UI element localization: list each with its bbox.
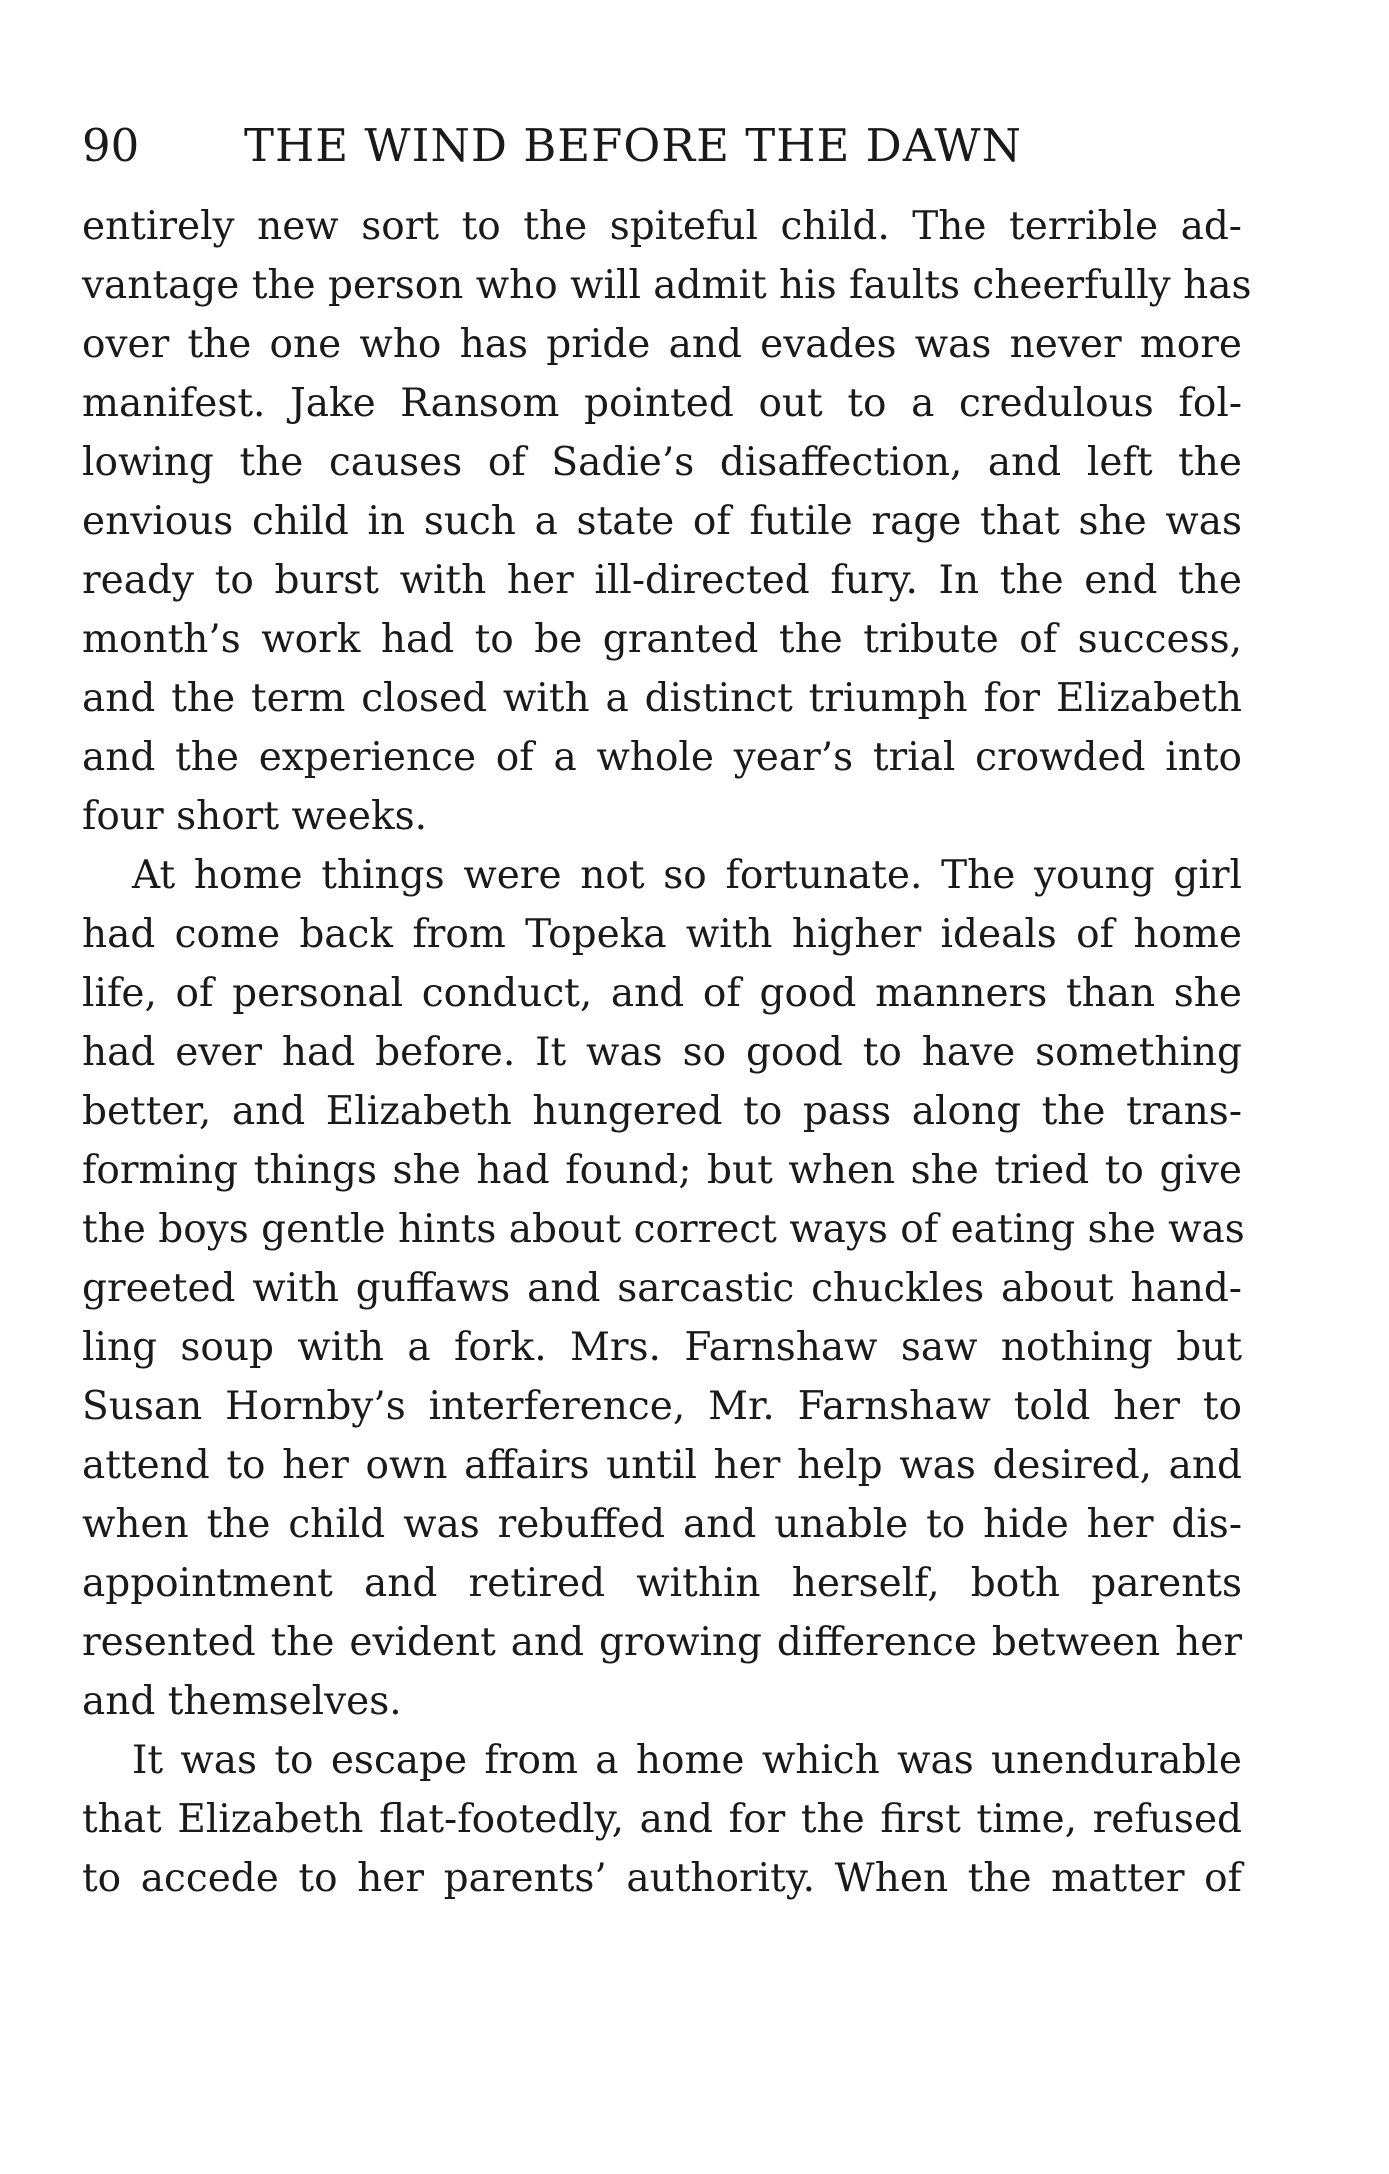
- text-line: lowing the causes of Sadie’s disaffection, and left the: [82, 440, 1242, 485]
- text-line: the boys gentle hints about correct ways of eating she was: [82, 1207, 1245, 1252]
- page-number: 90: [82, 119, 140, 172]
- text-line: ling soup with a fork. Mrs. Farnshaw saw nothing but: [82, 1325, 1242, 1370]
- text-line: ready to burst with her ill-directed fury. In the end the: [82, 558, 1242, 603]
- running-head: THE WIND BEFORE THE DAWN: [244, 119, 1023, 172]
- text-line: Susan Hornby’s interference, Mr. Farnshaw told her to: [82, 1384, 1242, 1429]
- text-line: and the term closed with a distinct triumph for Elizabeth: [82, 676, 1242, 721]
- text-line: life, of personal conduct, and of good manners than she: [82, 971, 1242, 1016]
- text-line: resented the evident and growing difference between her: [82, 1620, 1242, 1665]
- text-line: that Elizabeth flat-footedly, and for the first time, refused: [82, 1797, 1242, 1842]
- text-line: had ever had before. It was so good to have something: [82, 1030, 1242, 1075]
- text-line: to accede to her parents’ authority. When the matter of: [82, 1856, 1242, 1901]
- text-line: attend to her own affairs until her help was desired, and: [82, 1443, 1242, 1488]
- text-line: entirely new sort to the spiteful child. The terrible ad-: [82, 204, 1242, 249]
- text-line: over the one who has pride and evades was never more: [82, 322, 1242, 367]
- text-line: month’s work had to be granted the tribute of success,: [82, 617, 1242, 662]
- text-line: when the child was rebuffed and unable to hide her dis-: [82, 1502, 1242, 1547]
- text-line: greeted with guffaws and sarcastic chuckles about hand-: [82, 1266, 1242, 1311]
- body-text: [82, 197, 1252, 1908]
- text-line: vantage the person who will admit his faults cheerfully has: [82, 263, 1252, 308]
- page-header: [82, 118, 1242, 174]
- text-line: At home things were not so fortunate. The young girl: [132, 853, 1242, 898]
- text-line: forming things she had found; but when she tried to give: [82, 1148, 1242, 1193]
- text-line: four short weeks.: [82, 794, 427, 839]
- text-line: and the experience of a whole year’s trial crowded into: [82, 735, 1242, 780]
- text-line: It was to escape from a home which was unendurable: [132, 1738, 1242, 1783]
- text-line: and themselves.: [82, 1679, 402, 1724]
- text-line: appointment and retired within herself, both parents: [82, 1561, 1242, 1606]
- text-line: better, and Elizabeth hungered to pass along the trans-: [82, 1089, 1242, 1134]
- text-line: manifest. Jake Ransom pointed out to a credulous fol-: [82, 381, 1242, 426]
- text-line: envious child in such a state of futile rage that she was: [82, 499, 1242, 544]
- text-line: had come back from Topeka with higher ideals of home: [82, 912, 1242, 957]
